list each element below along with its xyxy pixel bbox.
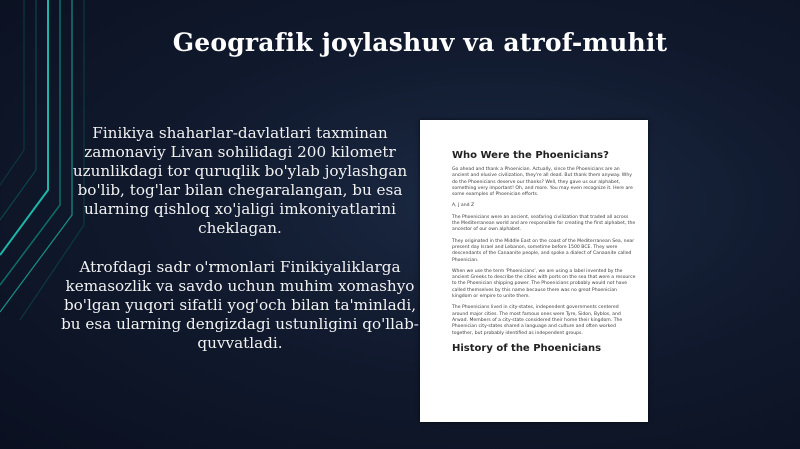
body-paragraph-2: Atrofdagi sadr o'rmonlari Finikiyaliklarga kemasozlik va savdo uchun muhim xomashyo bo'lgan yuqori sifatli yog'och bilan ta'minladi, bu esa ularning dengizdagi ustunligini qo'llab-quvvatladi. xyxy=(61,258,419,352)
doc-paragraph: The Phoenicians lived in city-states, independent governments centered around major cities. The most famous ones were Tyre, Sidon, Byblos, and Arwad. Members of a city-state considered their home their kingdom. The Phoenician city-states shared a language and culture and often worked together, but probably identified as independent groups. xyxy=(452,305,623,336)
doc-label: A, J and Z xyxy=(452,203,475,209)
document-image xyxy=(420,120,648,422)
doc-heading-2: History of the Phoenicians xyxy=(452,342,602,354)
doc-paragraph: They originated in the Middle East on the coast of the Mediterranean Sea, near present day Israel and Lebanon, sometime before 1500 BCE. They were descendants of the Canaanite people, and spoke a dialect of Canaanite called Phoenician. xyxy=(452,238,635,263)
body-paragraph-1: Finikiya shaharlar-davlatlari taxminan zamonaviy Livan sohilidagi 200 kilometr uzunlikdagi tor quruqlik bo'ylab joylashgan bo'lib, tog'lar bilan chegaralangan, bu esa ularning qishloq xo'jaligi imkoniyatlarini cheklagan. xyxy=(72,124,408,237)
slide-title: Geografik joylashuv va atrof-muhit xyxy=(172,28,668,57)
slide-body xyxy=(55,124,425,373)
doc-paragraph: When we use the term 'Phoenicians', we are using a label invented by the ancient Greeks to describe the cities with ports on the sea that were a resource to the Phoenician shipping power. The Phoenicians probably would not have called themselves by this name because there was no great Phoenician kingdom or empire to unite them. xyxy=(452,268,636,300)
doc-heading: Who Were the Phoenicians? xyxy=(452,150,609,161)
doc-paragraph: Go ahead and thank a Phoenician. Actually, since the Phoenicians are an ancient and elusive civilization, they're all dead. But thank them anyway. Why do the Phoenicians deserve our thanks? Well, they gave us our alphabet, something very important! Oh, and more. You may even recognize it. Here are some examples of Phoenician efforts. xyxy=(452,167,633,198)
doc-paragraph: The Phoenicians were an ancient, seafaring civilization that traded all across the Mediterranean world and are responsible for creating the first alphabet, the ancestor of our own alphabet. xyxy=(452,214,636,233)
